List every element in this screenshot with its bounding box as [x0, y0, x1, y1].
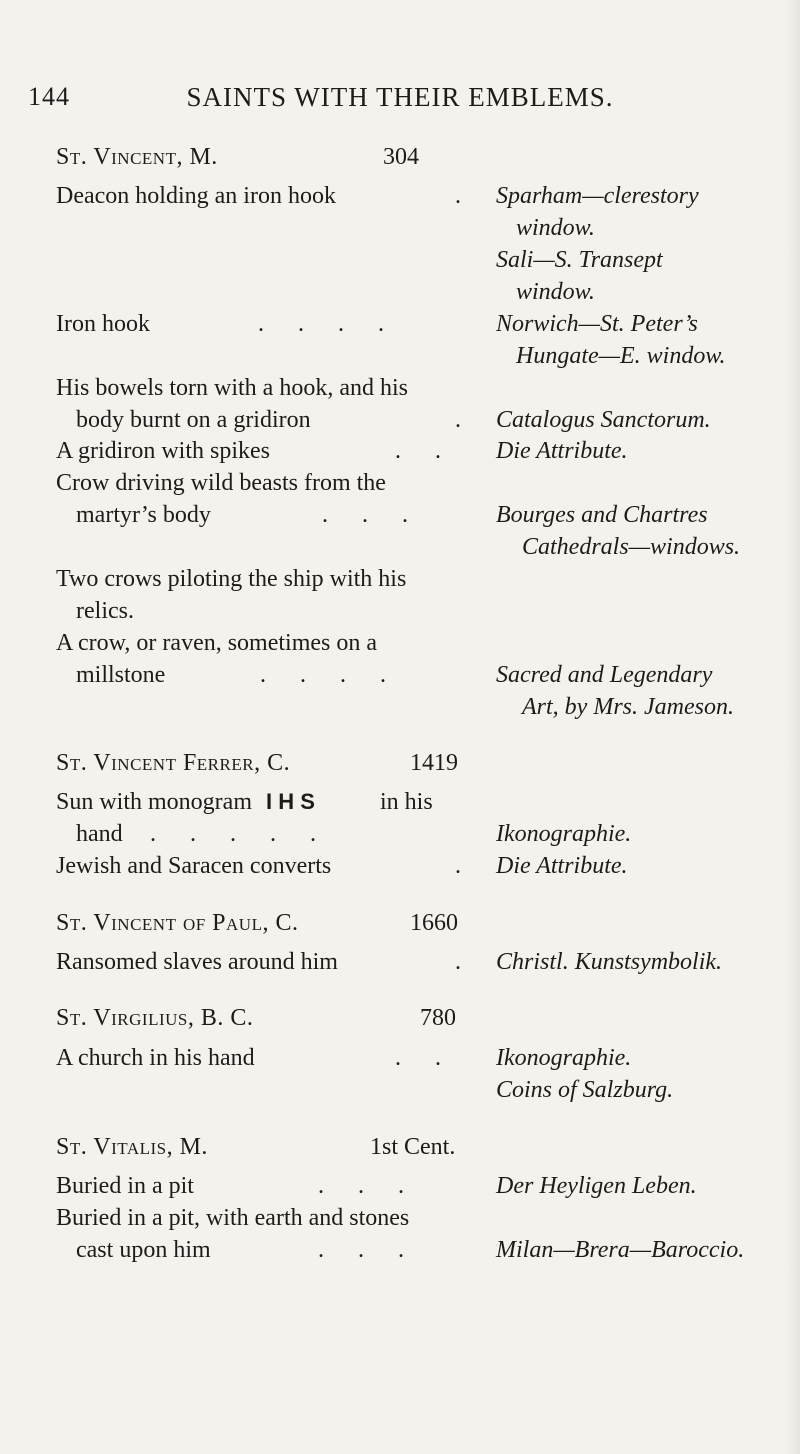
entry-date: 1660 [410, 910, 458, 936]
leader-dots: . . . . [260, 662, 400, 688]
leader-dots: . . . [322, 502, 422, 528]
page-number: 144 [28, 82, 70, 111]
source-text: Cathedrals—windows. [522, 534, 741, 560]
source-text: Ikonographie. [496, 821, 632, 847]
running-title: SAINTS WITH THEIR EMBLEMS. [186, 82, 614, 112]
leader-dots: . [455, 853, 461, 879]
attribute-text: Jewish and Saracen converts [56, 853, 332, 879]
leader-dots: . [455, 183, 461, 209]
attribute-text: Sun with monogram [56, 789, 252, 815]
source-text: Art, by Mrs. Jameson. [522, 694, 734, 720]
attribute-text: Ransomed slaves around him [56, 949, 338, 975]
attribute-text: A church in his hand [56, 1045, 255, 1071]
source-text: window. [516, 215, 595, 241]
attribute-text: His bowels torn with a hook, and his [56, 375, 408, 401]
attribute-text: relics. [76, 598, 134, 624]
attribute-text: in his [380, 789, 433, 815]
source-text: Die Attribute. [496, 853, 628, 879]
source-text: Der Heyligen Leben. [496, 1173, 697, 1199]
page-edge-shadow [786, 0, 800, 1454]
attribute-text: martyr’s body [76, 502, 211, 528]
entry-name: St. Vitalis, M. [56, 1134, 208, 1160]
entry-name: St. Vincent, M. [56, 144, 218, 170]
source-text: Sali—S. Transept [496, 247, 663, 273]
source-text: Die Attribute. [496, 438, 628, 464]
entry-date: 780 [420, 1005, 456, 1031]
leader-dots: . [455, 407, 461, 433]
monogram-ihs: I H S [266, 789, 315, 814]
attribute-text: A crow, or raven, sometimes on a [56, 630, 378, 656]
source-text: Catalogus Sanctorum. [496, 407, 711, 433]
source-text: Sacred and Legendary [496, 662, 713, 688]
attribute-text: millstone [76, 662, 166, 688]
leader-dots: . . [395, 438, 455, 464]
entry-date: 304 [383, 144, 419, 170]
leader-dots: . . . . [258, 311, 398, 337]
source-text: Milan—Brera—Baroccio. [496, 1237, 745, 1263]
source-text: Hungate—E. window. [516, 343, 726, 369]
leader-dots: . . . [318, 1173, 418, 1199]
entry-name: St. Vincent Ferrer, C. [56, 750, 291, 776]
source-text: Coins of Salzburg. [496, 1077, 674, 1103]
page-header [28, 82, 772, 122]
attribute-text: Two crows piloting the ship with his [56, 566, 407, 592]
attribute-text: Iron hook [56, 311, 150, 337]
leader-dots: . . . . . [150, 821, 330, 847]
entry-date: 1419 [410, 750, 458, 776]
leader-dots: . [455, 949, 461, 975]
attribute-text: body burnt on a gridiron [76, 407, 311, 433]
attribute-text: Buried in a pit, with earth and stones [56, 1205, 410, 1231]
entry-date: 1st Cent. [370, 1134, 456, 1160]
attribute-text: Deacon holding an iron hook [56, 183, 336, 209]
source-text: Bourges and Chartres [496, 502, 708, 528]
leader-dots: . . . [318, 1237, 418, 1263]
leader-dots: . . [395, 1045, 455, 1071]
source-text: window. [516, 279, 595, 305]
attribute-text: Crow driving wild beasts from the [56, 470, 386, 496]
attribute-text: A gridiron with spikes [56, 438, 270, 464]
source-text: Christl. Kunstsymbolik. [496, 949, 723, 975]
entry-name: St. Virgilius, B. C. [56, 1005, 254, 1031]
entry-name: St. Vincent of Paul, C. [56, 910, 299, 936]
attribute-text: Buried in a pit [56, 1173, 194, 1199]
source-text: Sparham—clerestory [496, 183, 699, 209]
source-text: Norwich—St. Peter’s [496, 311, 698, 337]
attribute-text: hand [76, 821, 123, 847]
source-text: Ikonographie. [496, 1045, 632, 1071]
attribute-text: cast upon him [76, 1237, 211, 1263]
